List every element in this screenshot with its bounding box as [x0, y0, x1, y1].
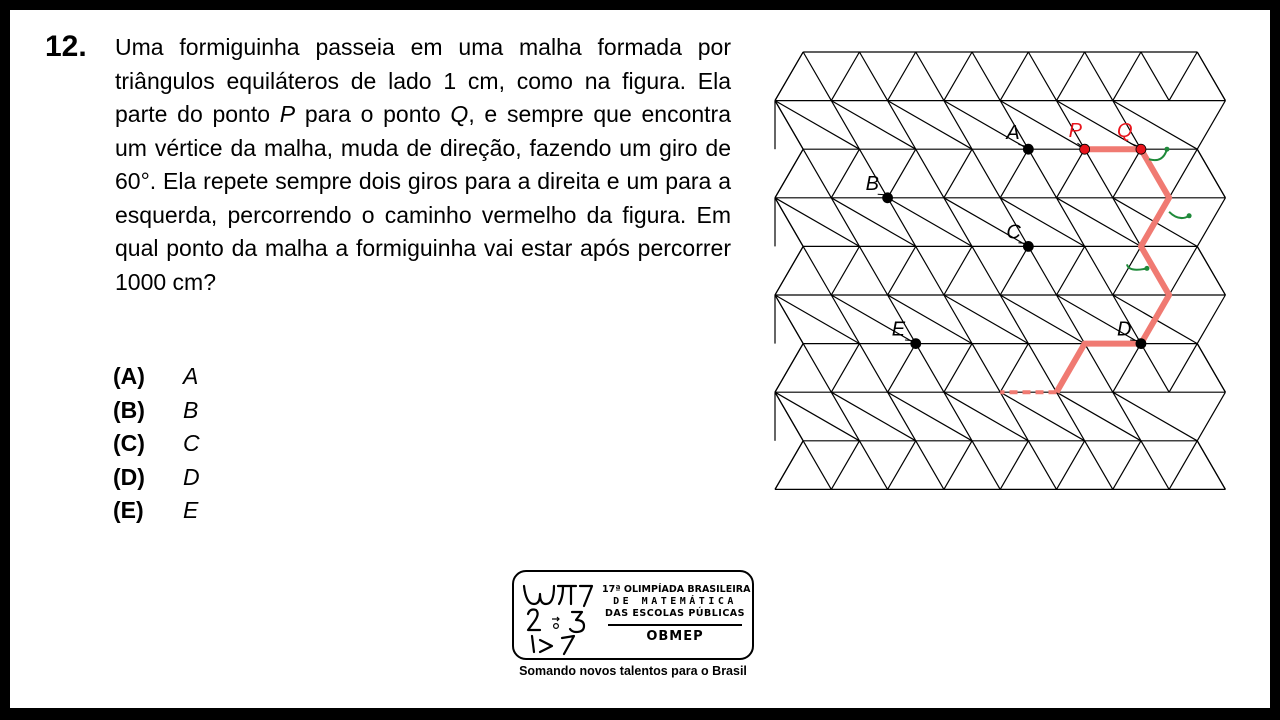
grid-line [831, 101, 859, 150]
grid-line [944, 295, 972, 344]
grid-line [1113, 344, 1141, 393]
grid-line [888, 101, 916, 150]
ant-path-solid [1057, 149, 1170, 392]
grid-line [1197, 198, 1225, 247]
logo-math-glyphs-icon [518, 574, 600, 656]
grid-line [1169, 441, 1197, 490]
grid-line [1169, 149, 1197, 198]
point-label: Q [1116, 120, 1133, 143]
grid-line [775, 392, 803, 441]
logo-line-4: OBMEP [646, 629, 704, 644]
logo-divider [608, 624, 742, 626]
option-label: (E) [113, 497, 144, 523]
grid-line [944, 295, 1028, 344]
grid-line [972, 246, 1000, 295]
grid-line [916, 441, 944, 490]
grid-line [775, 344, 803, 393]
grid-line [775, 101, 859, 150]
grid-line [1197, 52, 1225, 101]
grid-line [888, 392, 972, 441]
grid-line [1113, 392, 1197, 441]
grid-line [775, 198, 803, 247]
grid-line [1085, 441, 1113, 490]
grid-line [1057, 198, 1141, 247]
grid-line [859, 246, 887, 295]
logo-line-3: DAS ESCOLAS PÚBLICAS [605, 608, 745, 619]
grid-line [1141, 344, 1169, 393]
question-text-point-q: Q [450, 101, 469, 127]
grid-line [775, 52, 803, 101]
grid-line [831, 392, 915, 441]
grid-line [944, 441, 972, 490]
option-value: E [183, 497, 199, 523]
grid-line [859, 52, 887, 101]
grid-line [775, 246, 803, 295]
grid-line [859, 441, 887, 490]
grid-line [1028, 149, 1056, 198]
grid-line [1113, 149, 1141, 198]
grid-line [1141, 441, 1169, 490]
grid-line [972, 149, 1000, 198]
grid-line [1113, 198, 1141, 247]
grid-line [1000, 392, 1028, 441]
grid-line [1000, 149, 1028, 198]
grid-line [1197, 101, 1225, 150]
grid-line [1197, 295, 1225, 344]
grid-line [1000, 344, 1028, 393]
grid-line [803, 246, 831, 295]
grid-line [1000, 295, 1028, 344]
grid-line [1028, 441, 1056, 490]
grid-line [831, 101, 915, 150]
option-value: B [183, 396, 199, 423]
grid-line [775, 392, 859, 441]
grid-line [972, 52, 1000, 101]
grid-line [1197, 246, 1225, 295]
grid-line [944, 149, 972, 198]
grid-line [1028, 52, 1056, 101]
grid-line [1085, 246, 1113, 295]
grid-points [866, 120, 1146, 348]
grid-line [775, 295, 803, 344]
grid-line [888, 392, 916, 441]
question-text-part: Uma formiguinha passeia em uma malha formada por triângulos equiláteros de lado 1 cm, como na figura. Ela parte do ponto [115, 34, 731, 127]
grid-line [1028, 246, 1056, 295]
grid-line [859, 344, 887, 393]
grid-line [1000, 295, 1084, 344]
option-label: (A) [113, 363, 145, 389]
grid-line [1057, 392, 1085, 441]
logo-line-1: 17ª OLIMPÍADA BRASILEIRA [602, 584, 751, 595]
grid-line [831, 149, 859, 198]
grid-line [831, 295, 859, 344]
grid-line [1085, 344, 1113, 393]
grid-line [775, 149, 803, 198]
grid-line [1057, 295, 1085, 344]
grid-line [944, 392, 1028, 441]
grid-line [888, 198, 972, 247]
grid-line [1113, 392, 1141, 441]
grid-line [1197, 149, 1225, 198]
question-text-part: , e sempre que encontra um vértice da malha, muda de direção, fazendo um giro de 60°. Ela repete sempre dois giros para a direita e um para a esquerda, percorrendo o caminho vermelho da figura. Em qual ponto da malha a formiguinha vai estar após percorrer 1000 cm? [115, 101, 731, 295]
option-label: (D) [113, 463, 145, 490]
point-label: E [891, 318, 906, 341]
grid-line [1141, 52, 1169, 101]
grid-line [1197, 344, 1225, 393]
grid-line [944, 344, 972, 393]
grid-line [1057, 246, 1085, 295]
grid-line [916, 344, 944, 393]
grid-line [888, 149, 916, 198]
grid-line [1057, 392, 1141, 441]
grid-line [831, 392, 859, 441]
grid-line [1000, 52, 1028, 101]
grid-line [831, 441, 859, 490]
option-value: C [183, 430, 200, 456]
grid-line [1113, 441, 1141, 490]
grid-line [944, 246, 972, 295]
grid-line [831, 52, 859, 101]
question-text-point-p: P [279, 101, 296, 127]
grid-line [1000, 392, 1084, 441]
option-value: A [183, 363, 199, 389]
question-text-part: para o ponto [295, 101, 451, 127]
point-label: P [1068, 120, 1082, 143]
grid-line [944, 101, 972, 150]
grid-line [803, 52, 831, 101]
grid-line [916, 52, 944, 101]
grid-line [972, 344, 1000, 393]
grid-line [916, 149, 944, 198]
grid-line [775, 101, 803, 150]
grid-line [1085, 149, 1113, 198]
grid-line [1197, 441, 1225, 490]
point-label: C [1006, 221, 1021, 244]
grid-line [1169, 246, 1197, 295]
turn-arrow-icon [1169, 212, 1192, 219]
grid-line [1028, 344, 1056, 393]
grid-line [1085, 52, 1113, 101]
grid-line [888, 344, 916, 393]
grid-line [803, 149, 831, 198]
grid-line [944, 198, 972, 247]
grid-line [916, 246, 944, 295]
grid-line [1197, 392, 1225, 441]
grid-line [831, 198, 859, 247]
grid-line [888, 441, 916, 490]
grid-line [972, 441, 1000, 490]
grid-line [831, 246, 859, 295]
grid-line [1169, 52, 1197, 101]
logo-line-2: DE MATEMÁTICA [613, 596, 737, 607]
point-label: A [1006, 122, 1020, 145]
grid-line [1057, 441, 1085, 490]
grid-line [1000, 441, 1028, 490]
grid-line [888, 101, 972, 150]
grid-line [1000, 246, 1028, 295]
grid-line [775, 295, 859, 344]
grid-line [831, 344, 859, 393]
ant-path [1000, 149, 1169, 392]
grid-line [1057, 198, 1085, 247]
grid-line [888, 246, 916, 295]
grid-line [1057, 52, 1085, 101]
question-number: 12. [45, 30, 87, 63]
option-label: (B) [113, 396, 145, 423]
grid-line [775, 441, 803, 490]
grid-line [1113, 52, 1141, 101]
logo-text [602, 584, 751, 644]
grid-line [831, 198, 915, 247]
grid-line [944, 52, 972, 101]
grid-line [888, 52, 916, 101]
option-label: (C) [113, 430, 145, 456]
obmep-logo [512, 570, 754, 660]
logo-tagline: Somando novos talentos para o Brasil [519, 664, 747, 678]
grid-line [1169, 344, 1197, 393]
grid-line [1057, 149, 1085, 198]
grid-line [944, 392, 972, 441]
grid-line [803, 344, 831, 393]
option-value: D [183, 463, 200, 490]
grid-line [803, 441, 831, 490]
point-label: B [865, 172, 879, 195]
grid-line [888, 198, 916, 247]
grid-line [775, 198, 859, 247]
point-label: D [1116, 318, 1132, 341]
